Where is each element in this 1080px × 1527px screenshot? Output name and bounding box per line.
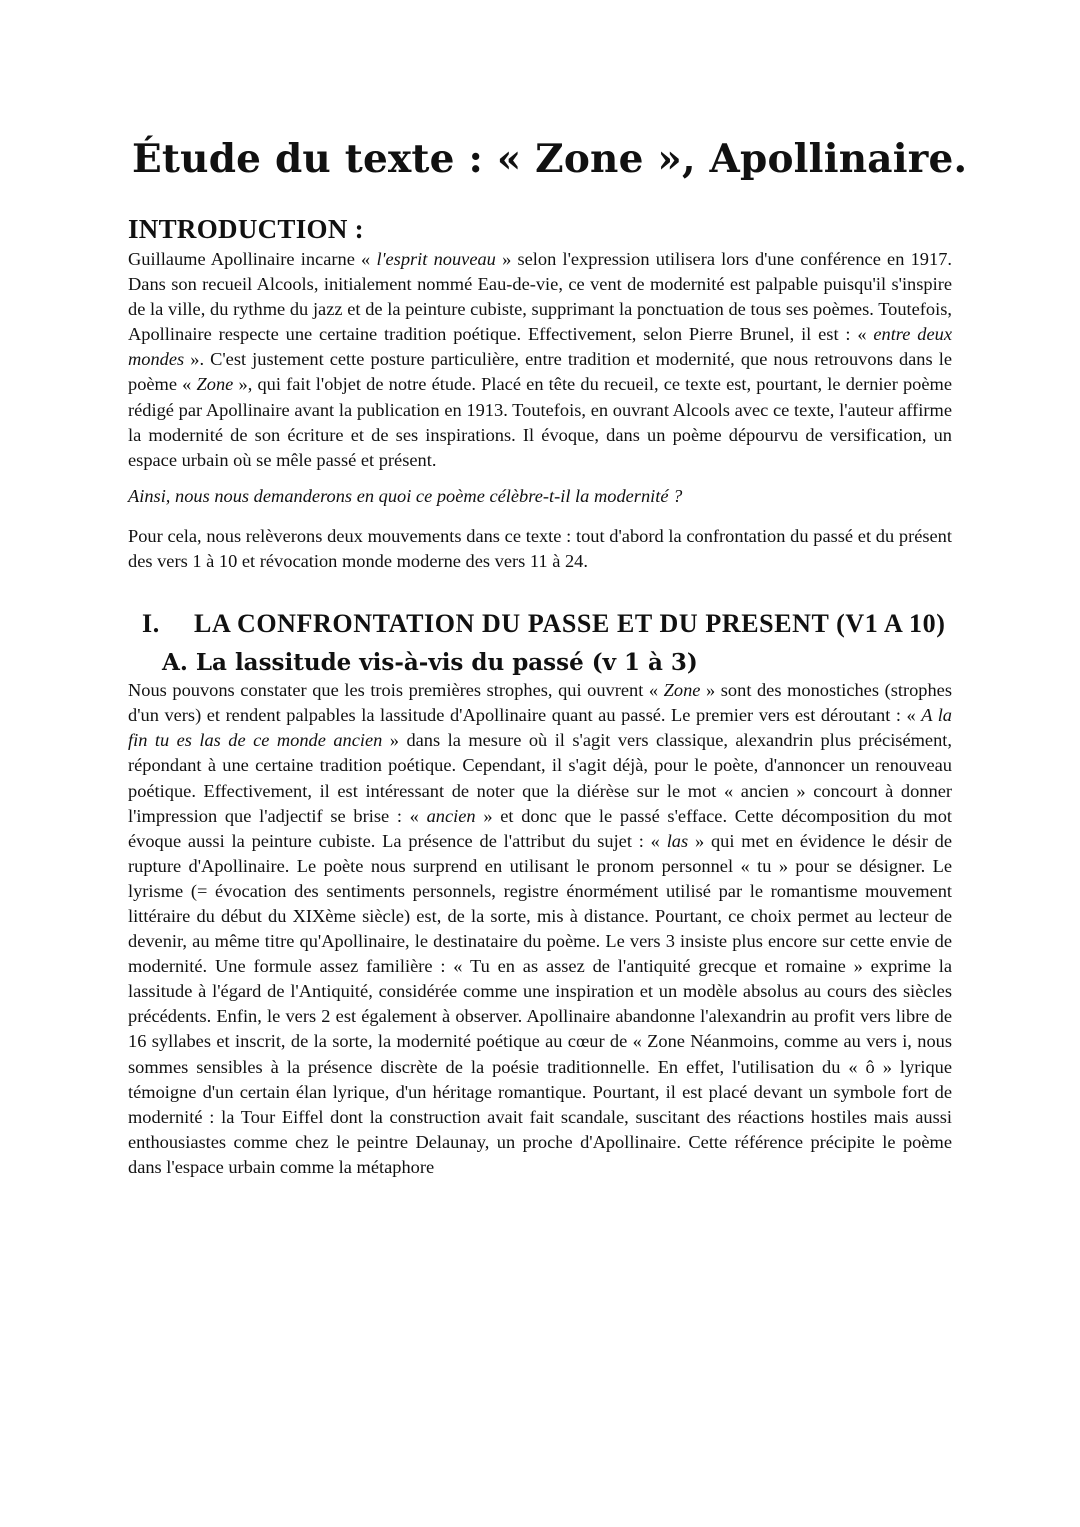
part1-subheading-a: A. La lassitude vis-à-vis du passé (v 1 à 3) [162,649,698,677]
text-run: », qui fait l'objet de notre étude. Placé en tête du recueil, ce texte est, pourtant, le dernier poème rédigé par Apollinaire avant la publication en 1913. Toutefois, en ouvrant Alcools avec ce texte, l'auteur affirme la modernité de son écriture et de ses inspirations. Il évoque, dans un poème dépourvu de versification, un espace urbain où se mêle passé et présent. [128,374,952,470]
text-run: » sont des monostiches (strophes d'un vers) et rendent palpables la lassitude d'Apollinaire quant au passé. Le premier vers est déroutant : « [128,680,952,726]
text-run: Guillaume Apollinaire incarne « [128,249,377,269]
problematic-question: Ainsi, nous nous demanderons en quoi ce poème célèbre-t-il la modernité ? [128,485,683,506]
text-run: ». C'est justement cette posture particulière, entre tradition et modernité, que nous retrouvons dans le poème « [128,349,952,395]
document-title: Étude du texte : « Zone », Apollinaire. [132,136,968,182]
text-run: » et donc que le passé s'efface. Cette décomposition du mot évoque aussi la peinture cubiste. La présence de l'attribut du sujet : « [128,805,952,851]
italic-quote: entre deux mondes [128,324,952,370]
italic-quote: las [666,830,689,851]
text-run: » dans la mesure où il s'agit vers classique, alexandrin plus précisément, répondant à une certaine tradition poétique. Cependant, il s'agit déjà, pour le poète, d'annoncer un renouveau poétique. Effectivement, il est intéressant de noter que la diérèse sur le mot « ancien » concourt à donner l'impression que l'adjectif se brise : « [128,730,952,826]
document-page [128,0,968,1180]
plan-paragraph: Pour cela, nous relèverons deux mouvements dans ce texte : tout d'abord la confrontation du passé et du présent des vers 1 à 10 et révocation monde moderne des vers 11 à 24. [128,525,952,572]
italic-quote: ancien [426,805,476,826]
introduction-paragraph [128,247,952,473]
part1-heading [128,607,952,640]
part1-a-paragraph [128,678,952,1180]
italic-quote: l'esprit nouveau [376,249,496,269]
italic-quote: A la fin tu es las de ce monde ancien [128,705,952,751]
text-run: » selon l'expression utilisera lors d'une conférence en 1917. Dans son recueil Alcools, initialement nommé Eau-de-vie, ce vent de modernité est palpable puisqu'il s'inspire de la ville, du rythme du jazz et de la peinture cubiste, supprimant la ponctuation de tous ses poèmes. Toutefois, Apollinaire respecte une certaine tradition poétique. Effectivement, selon Pierre Brunel, il est : « [128,249,952,345]
italic-quote: Zone [663,680,701,701]
text-run: » qui met en évidence le désir de rupture d'Apollinaire. Le poète nous surprend en utilisant le pronom personnel « tu » pour se désigner. Le lyrisme (= évocation des sentiments personnels, registre énormément utilisé par le romantisme mouvement littéraire du début du XIXème siècle) est, de la sorte, mis à distance. Pourtant, ce choix permet au lecteur de devenir, au même titre qu'Apollinaire, le destinataire du poème. Le vers 3 insiste plus encore sur cette envie de modernité. Une formule assez familière : « Tu en as assez de l'antiquité grecque et romaine » exprime la lassitude à l'égard de l'Antiquité, considérée comme une inspiration et un modèle absolus au cours des siècles précédents. Enfin, le vers 2 est également à observer. Apollinaire abandonne l'alexandrin au profit vers libre de 16 syllabes et inscrit, de la sorte, la modernité poétique au cœur de « Zone Néanmoins, comme au vers i, nous sommes sensibles à la présence discrète de la poésie traditionnelle. En effet, l'utilisation du « ô » lyrique témoigne d'un certain élan lyrique, d'un héritage romantique. Pourtant, il est placé devant un symbole fort de modernité : la Tour Eiffel dont la construction avait fait scandale, suscitant des réactions hostiles mais aussi enthousiastes comme chez le peintre Delaunay, un proche d'Apollinaire. Cette référence précipite le poème dans l'espace urbain comme la métaphore [128,830,952,1177]
part1-number: I. [142,609,160,639]
italic-quote: Zone [196,374,234,395]
introduction-heading: INTRODUCTION : [128,214,364,244]
part1-title: LA CONFRONTATION DU PASSE ET DU PRESENT (V1 A 10) [194,609,946,639]
text-run: Nous pouvons constater que les trois premières strophes, qui ouvrent « [128,680,664,701]
